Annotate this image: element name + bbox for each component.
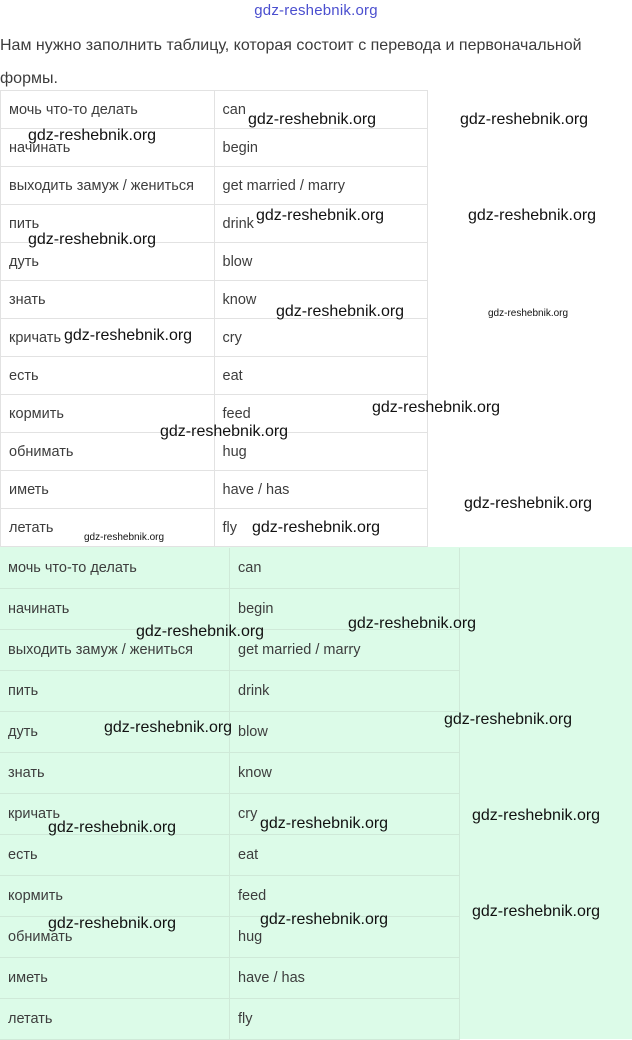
english-word-cell: eat <box>214 357 428 395</box>
russian-word-cell: иметь <box>0 958 230 999</box>
english-word-cell: feed <box>230 876 460 917</box>
english-word-cell: have / has <box>230 958 460 999</box>
russian-word-cell: кормить <box>1 395 215 433</box>
watermark: gdz-reshebnik.org <box>48 915 177 932</box>
english-word-cell: can <box>230 548 460 589</box>
english-word-cell: feed <box>214 395 428 433</box>
watermark: gdz-reshebnik.org <box>372 399 501 416</box>
table-row <box>1 357 428 395</box>
watermark: gdz-reshebnik.org <box>348 615 477 632</box>
english-word-cell: begin <box>230 589 460 630</box>
russian-word-cell: кормить <box>0 876 230 917</box>
watermark: gdz-reshebnik.org <box>276 303 405 320</box>
watermark: gdz-reshebnik.org <box>444 711 573 728</box>
watermark: gdz-reshebnik.org <box>28 231 157 248</box>
russian-word-cell: иметь <box>1 471 215 509</box>
russian-word-cell: обнимать <box>1 433 215 471</box>
watermark: gdz-reshebnik.org <box>472 807 601 824</box>
english-word-cell: fly <box>214 509 428 547</box>
english-word-cell: blow <box>230 712 460 753</box>
russian-word-cell: мочь что-то делать <box>1 91 215 129</box>
russian-word-cell: пить <box>1 205 215 243</box>
watermark: gdz-reshebnik.org <box>252 519 381 536</box>
watermark: gdz-reshebnik.org <box>256 207 385 224</box>
english-word-cell: begin <box>214 129 428 167</box>
watermark: gdz-reshebnik.org <box>488 308 569 319</box>
watermark: gdz-reshebnik.org <box>248 111 377 128</box>
english-word-cell: hug <box>230 917 460 958</box>
russian-word-cell: летать <box>1 509 215 547</box>
english-word-cell: blow <box>214 243 428 281</box>
english-word-cell: cry <box>230 794 460 835</box>
table-row <box>0 876 460 917</box>
table-row <box>0 753 460 794</box>
intro-text: Нам нужно заполнить таблицу, которая состоит с перевода и первоначальной формы. <box>0 37 582 87</box>
watermark: gdz-reshebnik.org <box>464 495 593 512</box>
table-row <box>0 999 460 1040</box>
english-word-cell: know <box>214 281 428 319</box>
english-word-cell: get married / marry <box>214 167 428 205</box>
english-word-cell: hug <box>214 433 428 471</box>
russian-word-cell: выходить замуж / жениться <box>0 630 230 671</box>
russian-word-cell: начинать <box>0 589 230 630</box>
russian-word-cell: знать <box>0 753 230 794</box>
russian-word-cell: дуть <box>0 712 230 753</box>
watermark: gdz-reshebnik.org <box>460 111 589 128</box>
watermark: gdz-reshebnik.org <box>160 423 289 440</box>
russian-word-cell: летать <box>0 999 230 1040</box>
english-word-cell: fly <box>230 999 460 1040</box>
russian-word-cell: есть <box>1 357 215 395</box>
table-row <box>0 835 460 876</box>
english-word-cell: drink <box>214 205 428 243</box>
english-word-cell: have / has <box>214 471 428 509</box>
english-word-cell: cry <box>214 319 428 357</box>
russian-word-cell: знать <box>1 281 215 319</box>
russian-word-cell: пить <box>0 671 230 712</box>
watermark: gdz-reshebnik.org <box>48 819 177 836</box>
russian-word-cell: обнимать <box>0 917 230 958</box>
watermark: gdz-reshebnik.org <box>472 903 601 920</box>
russian-word-cell: кричать <box>1 319 215 357</box>
watermark: gdz-reshebnik.org <box>104 719 233 736</box>
table-row <box>0 671 460 712</box>
table-row <box>1 167 428 205</box>
russian-word-cell: начинать <box>1 129 215 167</box>
table-row <box>1 471 428 509</box>
watermark: gdz-reshebnik.org <box>84 532 165 543</box>
site-header-watermark: gdz-reshebnik.org <box>254 2 378 19</box>
watermark: gdz-reshebnik.org <box>64 327 193 344</box>
russian-word-cell: есть <box>0 835 230 876</box>
table-row <box>0 958 460 999</box>
english-word-cell: eat <box>230 835 460 876</box>
russian-word-cell: выходить замуж / жениться <box>1 167 215 205</box>
english-word-cell: drink <box>230 671 460 712</box>
watermark: gdz-reshebnik.org <box>260 911 389 928</box>
russian-word-cell: мочь что-то делать <box>0 548 230 589</box>
watermark: gdz-reshebnik.org <box>260 815 389 832</box>
watermark: gdz-reshebnik.org <box>136 623 265 640</box>
watermark: gdz-reshebnik.org <box>28 127 157 144</box>
russian-word-cell: кричать <box>0 794 230 835</box>
english-word-cell: can <box>214 91 428 129</box>
watermark: gdz-reshebnik.org <box>468 207 597 224</box>
english-word-cell: know <box>230 753 460 794</box>
russian-word-cell: дуть <box>1 243 215 281</box>
table-row <box>0 548 460 589</box>
english-word-cell: get married / marry <box>230 630 460 671</box>
